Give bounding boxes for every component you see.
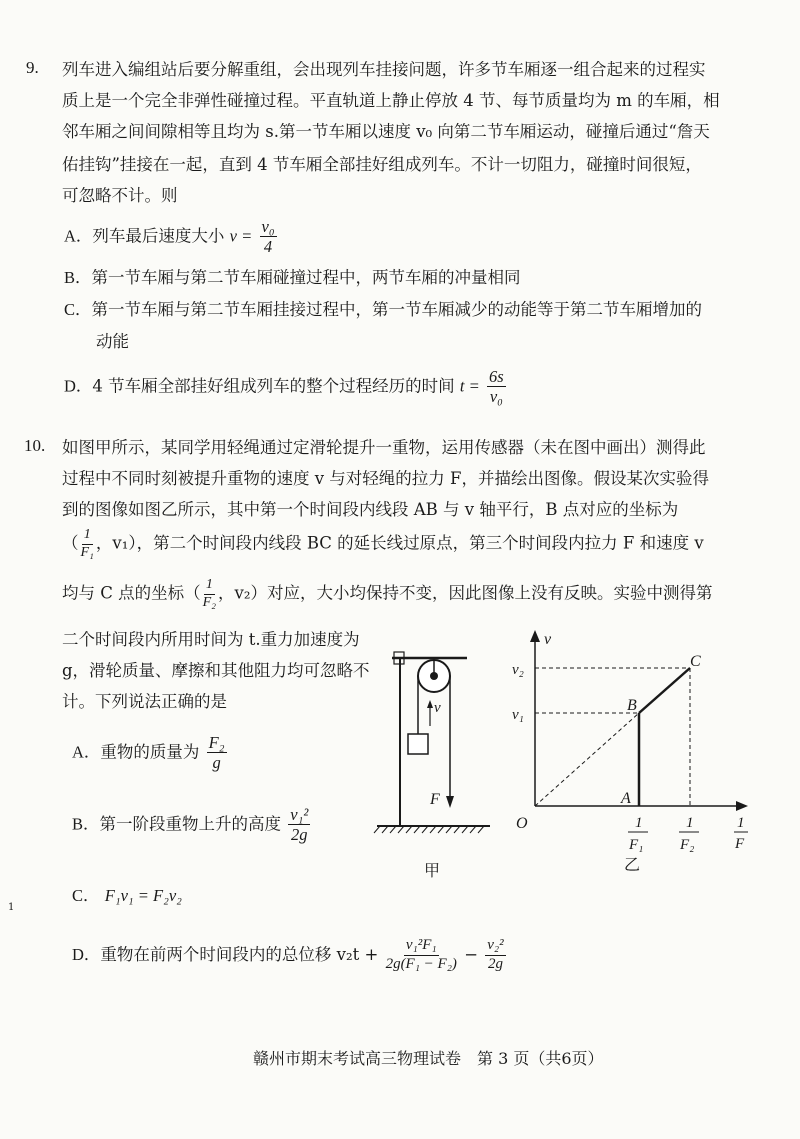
q10-line-6: 二个时间段内所用时间为 t.重力加速度为 <box>62 630 360 649</box>
pulley-figure <box>372 636 502 886</box>
q10-line-4: （ $\frac{1}{\text{F₁}}$ ，v₁），第二个时间段内线段 BC 的延长线过原点，第三个时间段内拉力 F 和速度 v <box>62 527 704 560</box>
figure-yi-caption: 乙 <box>624 855 641 874</box>
q10-line-5: 均与 C 点的坐标（ $\frac{1}{\text{F₂}}$ ，v₂）对应，大小均保持不变，因此图像上没有反映。实验中测得第 <box>62 577 713 610</box>
ground-hatch <box>374 826 484 833</box>
q10-line-8: 计。下列说法正确的是 <box>62 692 227 711</box>
weight-block <box>408 734 428 754</box>
q10-line-1: 如图甲所示，某同学用轻绳通过定滑轮提升一重物，运用传感器（未在图中画出）测得此 <box>62 438 706 457</box>
tick-x2-num: 1 <box>686 815 694 831</box>
x-axis-label-num: 1 <box>737 815 745 831</box>
q10-option-a: A．重物的质量为 $\frac{\text{F₂}}{g}$ <box>72 733 225 773</box>
q10-number: 10. <box>24 436 46 455</box>
tick-v2: v₂ <box>512 662 524 678</box>
q9-line-2: 质上是一个完全非弹性碰撞过程。平直轨道上静止停放 4 节、每节质量均为 m 的车厢，相 <box>62 91 720 110</box>
q9-number: 9. <box>26 58 39 77</box>
q9-option-b: B．第一节车厢与第二节车厢碰撞过程中，两节车厢的冲量相同 <box>64 268 521 287</box>
q10-option-d: D．重物在前两个时间段内的总位移 v₂t + $\frac{\text{v₁²F₁}}{\text{2g(F₁ − F₂)}}$ − $\frac{\text{v₂²}}{2g}$ <box>72 937 504 972</box>
q10-line-7: g，滑轮质量、摩擦和其他阻力均可忽略不 <box>62 661 370 680</box>
force-arrow <box>446 796 454 808</box>
q10-line-2: 过程中不同时刻被提升重物的速度 v 与对轻绳的拉力 F，并描绘出图像。假设某次实验得 <box>62 469 710 488</box>
point-B-label: B <box>627 697 637 714</box>
force-label: F <box>430 791 440 808</box>
point-A-label: A <box>621 790 631 807</box>
tick-x2-den: F₂ <box>680 837 695 853</box>
q9-line-4: 佑挂钩”挂接在一起，直到 4 节车厢全部挂好组成列车。不计一切阻力，碰撞时间很短， <box>62 155 702 174</box>
v-vs-inverse-F-graph <box>500 626 770 864</box>
segment-BC <box>639 668 690 713</box>
origin-label: O <box>516 815 528 832</box>
q9-line-1: 列车进入编组站后要分解重组，会出现列车挂接问题，许多节车厢逐一组合起来的过程实 <box>62 60 706 79</box>
tick-x1-den: F₁ <box>629 837 644 853</box>
q9-option-c: C．第一节车厢与第二节车厢挂接过程中，第一节车厢减少的动能等于第二节车厢增加的 <box>64 300 703 319</box>
q9-option-c-cont: 动能 <box>96 332 129 351</box>
tick-x1-num: 1 <box>635 815 643 831</box>
figure-jia-caption: 甲 <box>424 861 441 880</box>
q9-option-d: D．4 节车厢全部挂好组成列车的整个过程经历的时间 t = $\frac{6s}{\text{v₀}}$ <box>64 367 504 407</box>
velocity-label: v <box>434 700 441 716</box>
point-C-label: C <box>690 653 701 670</box>
page-footer: 赣州市期末考试高三物理试卷 第 3 页（共6页） <box>253 1049 604 1068</box>
tick-v1: v₁ <box>512 707 524 723</box>
y-axis-label: v <box>544 631 552 648</box>
q9-line-5: 可忽略不计。则 <box>62 186 178 205</box>
q10-option-b: B．第一阶段重物上升的高度 $\frac{\text{v₁²}}{2g}$ <box>72 805 309 845</box>
q10-line-3: 到的图像如图乙所示，其中第一个时间段内线段 AB 与 v 轴平行，B 点对应的坐标为 <box>62 500 679 519</box>
q9-line-3: 邻车厢之间间隙相等且均为 s.第一节车厢以速度 v₀ 向第二节车厢运动，碰撞后通过“詹天 <box>62 122 710 141</box>
q10-option-c: C． F₁v₁ = F₂v₂ <box>72 886 182 905</box>
q9-option-a: A．列车最后速度大小 v = $\frac{\text{v₀}}{4}$ <box>64 217 275 257</box>
margin-mark: 1 <box>8 902 15 913</box>
x-axis-label-den: F <box>735 836 745 852</box>
